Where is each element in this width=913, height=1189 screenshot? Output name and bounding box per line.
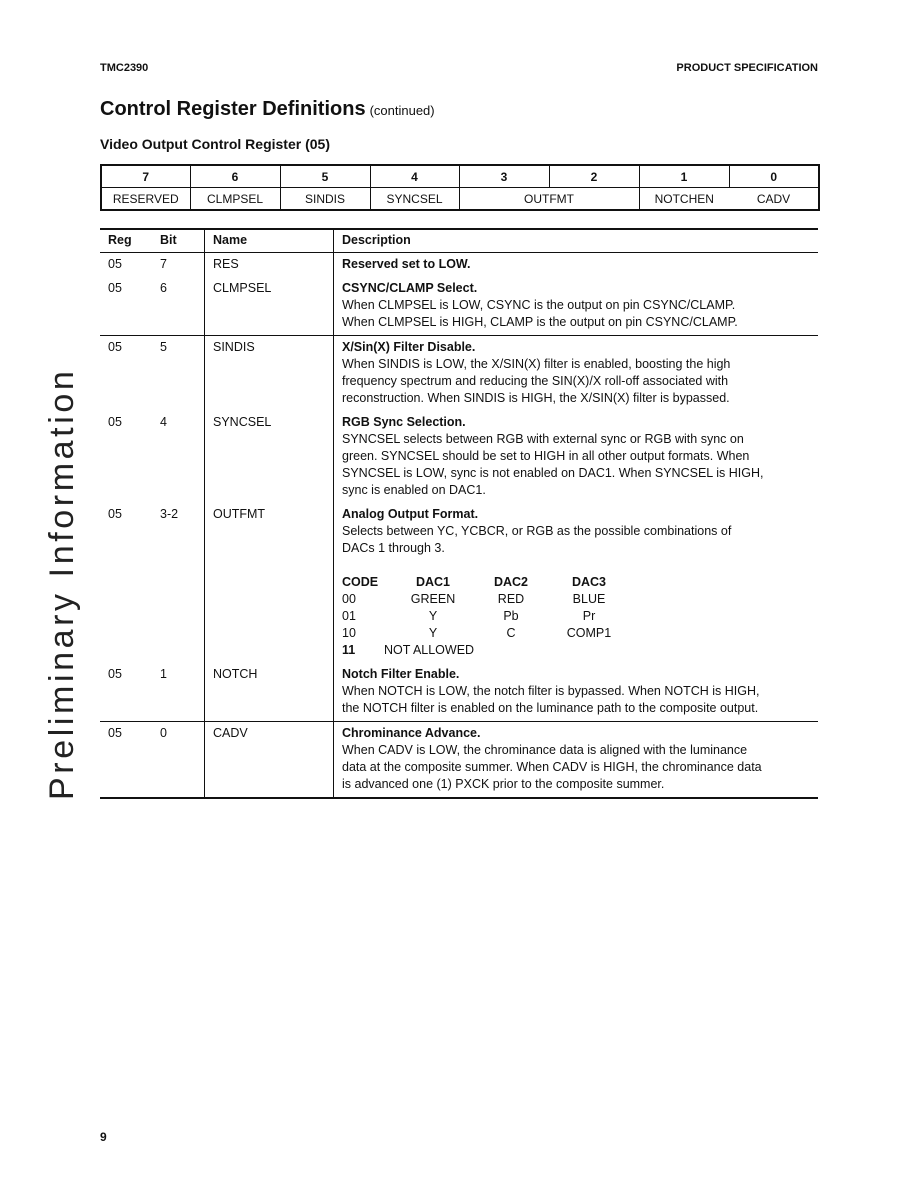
code-cell: BLUE [572,592,606,606]
description-title: Reserved set to LOW. [342,257,471,271]
name-cell: CADV [205,722,334,799]
page-title [100,98,435,121]
bit-number: 0 [729,165,819,188]
code-cell: Y [428,609,438,623]
bit-cell: 7 [160,257,167,271]
reg-cell: 05 [100,722,152,799]
description-cell [334,253,819,278]
description-cell [334,336,819,412]
code-header: DAC1 [415,575,451,589]
description-line: When SINDIS is LOW, the X/SIN(X) filter is enabled, boosting the high [342,357,731,371]
table-header-row [100,229,818,253]
column-header-bit: Bit [152,229,205,253]
table-row [100,503,818,663]
code-cell: GREEN [410,592,456,606]
description-line: is advanced one (1) PXCK prior to the composite summer. [342,777,665,791]
description-cell [334,663,819,722]
bit-field: CADV [729,188,819,211]
description-title: X/Sin(X) Filter Disable. [342,340,476,354]
name-cell: SYNCSEL [205,411,334,503]
table-row [100,722,818,799]
description-line: Selects between YC, YCBCR, or RGB as the possible combinations of [342,524,732,538]
description-line: DACs 1 through 3. [342,541,445,555]
bit-field: SINDIS [280,188,370,211]
not-allowed-text [384,642,628,659]
column-header-reg: Reg [100,229,152,253]
bit-field: RESERVED [101,188,190,211]
register-definitions-table [100,228,818,799]
page-number: 9 [100,1130,107,1144]
reg-cell: 05 [108,415,122,429]
description-line: green. SYNCSEL should be set to HIGH in all other output formats. When [342,449,750,463]
code-row [342,608,628,625]
bit-field: CLMPSEL [190,188,280,211]
column-header-name: Name [205,229,334,253]
description-line: When CADV is LOW, the chrominance data is aligned with the luminance [342,743,748,757]
code-header: CODE [342,575,379,589]
description-line: frequency spectrum and reducing the SIN(X)/X roll-off associated with [342,374,729,388]
code-header: DAC2 [493,575,529,589]
table-row [100,277,818,336]
description-line: the NOTCH filter is enabled on the luminance path to the composite output. [342,701,759,715]
code-cell: 00 [342,592,356,606]
description-line: sync is enabled on DAC1. [342,483,486,497]
description-cell [334,411,819,503]
description-cell [334,722,819,799]
description-line: SYNCSEL is LOW, sync is not enabled on DAC1. When SYNCSEL is HIGH, [342,466,764,480]
description-cell [334,503,819,663]
bit-cell: 5 [160,340,167,354]
description-line: When NOTCH is LOW, the notch filter is bypassed. When NOTCH is HIGH, [342,684,760,698]
code-header-row [342,574,628,591]
bit-number: 2 [549,165,639,188]
name-cell: SINDIS [205,336,334,412]
reg-cell: 05 [100,277,152,336]
bit-number: 6 [190,165,280,188]
bit-number: 5 [280,165,370,188]
description-title: RGB Sync Selection. [342,415,466,429]
code-header: DAC3 [571,575,607,589]
description-line: data at the composite summer. When CADV is HIGH, the chrominance data [342,760,762,774]
name-cell: CLMPSEL [205,277,334,336]
table-row [100,663,818,722]
code-cell: 01 [342,609,356,623]
reg-cell: 05 [108,507,122,521]
bit-cell: 4 [160,415,167,429]
description-line: reconstruction. When SINDIS is HIGH, the X/SIN(X) filter is bypassed. [342,391,730,405]
description-line: When CLMPSEL is HIGH, CLAMP is the output on pin CSYNC/CLAMP. [342,315,738,329]
code-cell: 11 [342,643,356,657]
preliminary-watermark: Preliminary Information [43,367,81,800]
reg-cell: 05 [108,340,122,354]
bit-number: 3 [459,165,549,188]
section-subtitle: Video Output Control Register (05) [100,136,330,152]
code-cell: COMP1 [566,626,612,640]
code-cell: Y [428,626,438,640]
code-cell: C [506,626,516,640]
output-format-code-table [342,574,628,659]
bit-field: NOTCHEN [639,188,729,211]
bit-number: 7 [101,165,190,188]
title-suffix: (continued) [369,103,435,118]
reg-cell: 05 [108,257,122,271]
table-row [100,411,818,503]
document-type: PRODUCT SPECIFICATION [676,62,818,74]
code-cell: Pb [503,609,519,623]
code-cell: Pr [582,609,596,623]
description-title: Notch Filter Enable. [342,667,460,681]
not-allowed-label: NOT ALLOWED [384,643,475,657]
bit-cell: 1 [152,663,205,722]
table-row [100,253,818,278]
bit-field: OUTFMT [459,188,639,211]
bit-number: 4 [370,165,459,188]
description-line: When CLMPSEL is LOW, CSYNC is the output on pin CSYNC/CLAMP. [342,298,736,312]
bit-cell: 6 [152,277,205,336]
bit-field-row [101,188,819,211]
bit-field: SYNCSEL [370,188,459,211]
code-cell: RED [497,592,525,606]
column-header-description: Description [334,229,819,253]
code-row [342,642,628,659]
description-title: CSYNC/CLAMP Select. [342,281,478,295]
bit-cell: 3-2 [160,507,179,521]
reg-cell: 05 [100,663,152,722]
code-cell: 10 [342,626,356,640]
table-row [100,336,818,412]
name-cell: OUTFMT [205,503,334,663]
bit-number: 1 [639,165,729,188]
bit-cell: 0 [152,722,205,799]
description-line: SYNCSEL selects between RGB with external sync or RGB with sync on [342,432,744,446]
description-title: Chrominance Advance. [342,726,481,740]
description-cell [334,277,819,336]
register-bit-map [100,164,820,211]
name-cell: RES [205,253,334,278]
title-text: Control Register Definitions [100,98,366,120]
part-number: TMC2390 [100,62,149,74]
code-row [342,591,628,608]
code-row [342,625,628,642]
bit-number-row [101,165,819,188]
name-cell: NOTCH [205,663,334,722]
description-title: Analog Output Format. [342,507,479,521]
